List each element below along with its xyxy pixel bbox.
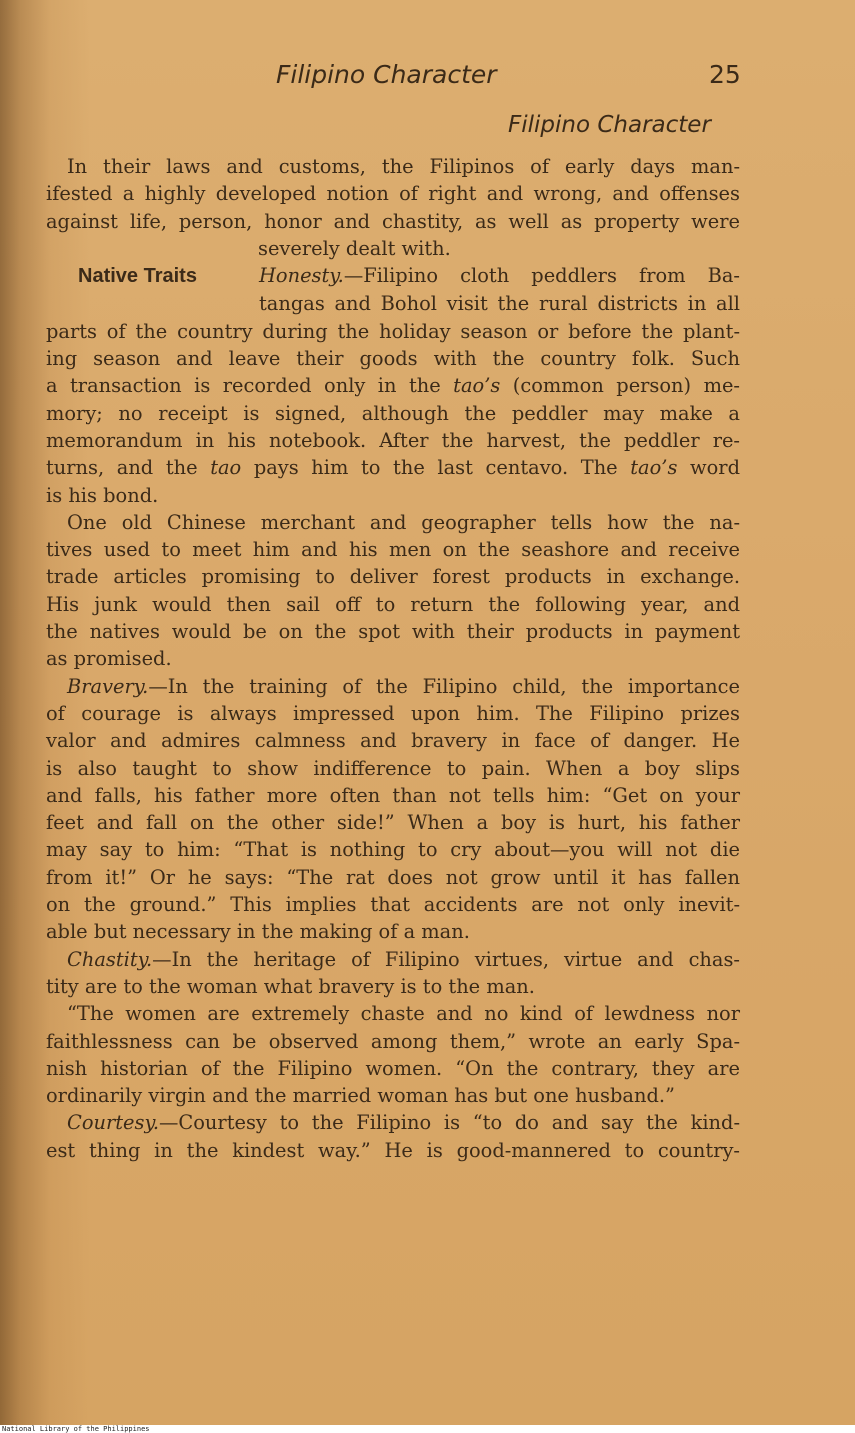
text-line: as promised. [46,647,172,671]
running-title: Filipino Character [276,60,497,89]
native-traits-line [46,262,740,290]
honesty-label: Honesty. [259,264,344,288]
section-title: Filipino Character [508,112,711,138]
text-line [46,454,740,481]
text-line: tives used to meet him and his men on the seashore and receive [46,538,740,562]
text-line: severely dealt with. [258,236,451,260]
text-line: “The women are extremely chaste and no kind of lewdness nor [67,1002,740,1026]
text-line: on the ground.” This implies that accidents are not only inevit- [46,893,740,917]
italic-term: tao [210,456,242,480]
text-fragment: turns, and the [46,456,211,480]
text-line: One old Chinese merchant and geographer tells how the na- [67,510,740,534]
text-line: tangas and Bohol visit the rural districts in all [259,292,740,316]
chastity-first-line [46,946,740,973]
text-fragment: —In the training of the Filipino child, the importance [148,674,740,698]
body-text [46,153,740,1164]
text-line: faithlessness can be observed among them,” wrote an early Spa- [46,1029,740,1053]
courtesy-label: Courtesy. [67,1111,160,1135]
text-line: nish historian of the Filipino women. “On the contrary, they are [46,1056,740,1080]
text-line: parts of the country during the holiday season or before the plant- [46,319,740,343]
text-line: valor and admires calmness and bravery in face of danger. He [46,729,740,753]
text-fragment: —Filipino cloth peddlers from Ba- [343,264,740,288]
text-line: is also taught to show indifference to pain. When a boy slips [46,756,740,780]
text-line: and falls, his father more often than not tells him: “Get on your [46,783,740,807]
bravery-label: Bravery. [67,674,149,698]
chastity-label: Chastity. [67,947,153,971]
text-fragment: —Courtesy to the Filipino is “to do and say the kind- [159,1111,740,1135]
text-line: the natives would be on the spot with their products in payment [46,620,740,644]
text-line: is his bond. [46,483,159,507]
courtesy-first-line [46,1109,740,1136]
italic-term: tao’s [630,456,678,480]
page-number: 25 [709,60,741,89]
text-line: feet and fall on the other side!” When a boy is hurt, his father [46,811,740,835]
text-fragment: pays him to the last centavo. The [241,456,631,480]
text-line: able but necessary in the making of a man. [46,920,470,944]
text-line [46,372,740,399]
text-line: memorandum in his notebook. After the harvest, the peddler re- [46,428,740,452]
text-line: ifested a highly developed notion of right and wrong, and offenses [46,182,740,206]
text-line: ing season and leave their goods with the country folk. Such [46,347,740,371]
italic-term: tao’s [453,374,501,398]
honesty-first-line [259,262,740,289]
text-line: against life, person, honor and chastity, as well as property were [46,209,740,233]
text-line: est thing in the kindest way.” He is good-mannered to country- [46,1138,740,1162]
text-fragment: —In the heritage of Filipino virtues, virtue and chas- [152,947,740,971]
text-fragment: (common person) me- [500,374,740,398]
text-line: from it!” Or he says: “The rat does not grow until it has fallen [46,865,740,889]
text-line: His junk would then sail off to return the following year, and [46,592,740,616]
text-line: mory; no receipt is signed, although the peddler may make a [46,401,740,425]
text-line: In their laws and customs, the Filipinos of early days man- [67,155,740,178]
text-fragment: a transaction is recorded only in the [46,374,454,398]
text-line: tity are to the woman what bravery is to the man. [46,974,535,998]
text-line: trade articles promising to deliver forest products in exchange. [46,565,740,589]
text-fragment: word [677,456,740,480]
text-line: ordinarily virgin and the married woman has but one husband.” [46,1084,675,1108]
text-line: of courage is always impressed upon him. The Filipino prizes [46,701,740,725]
footer-credit: National Library of the Philippines [2,1425,150,1433]
margin-heading-native-traits: Native Traits [78,265,197,288]
text-line: may say to him: “That is nothing to cry about—you will not die [46,838,740,862]
bravery-first-line [46,673,740,700]
